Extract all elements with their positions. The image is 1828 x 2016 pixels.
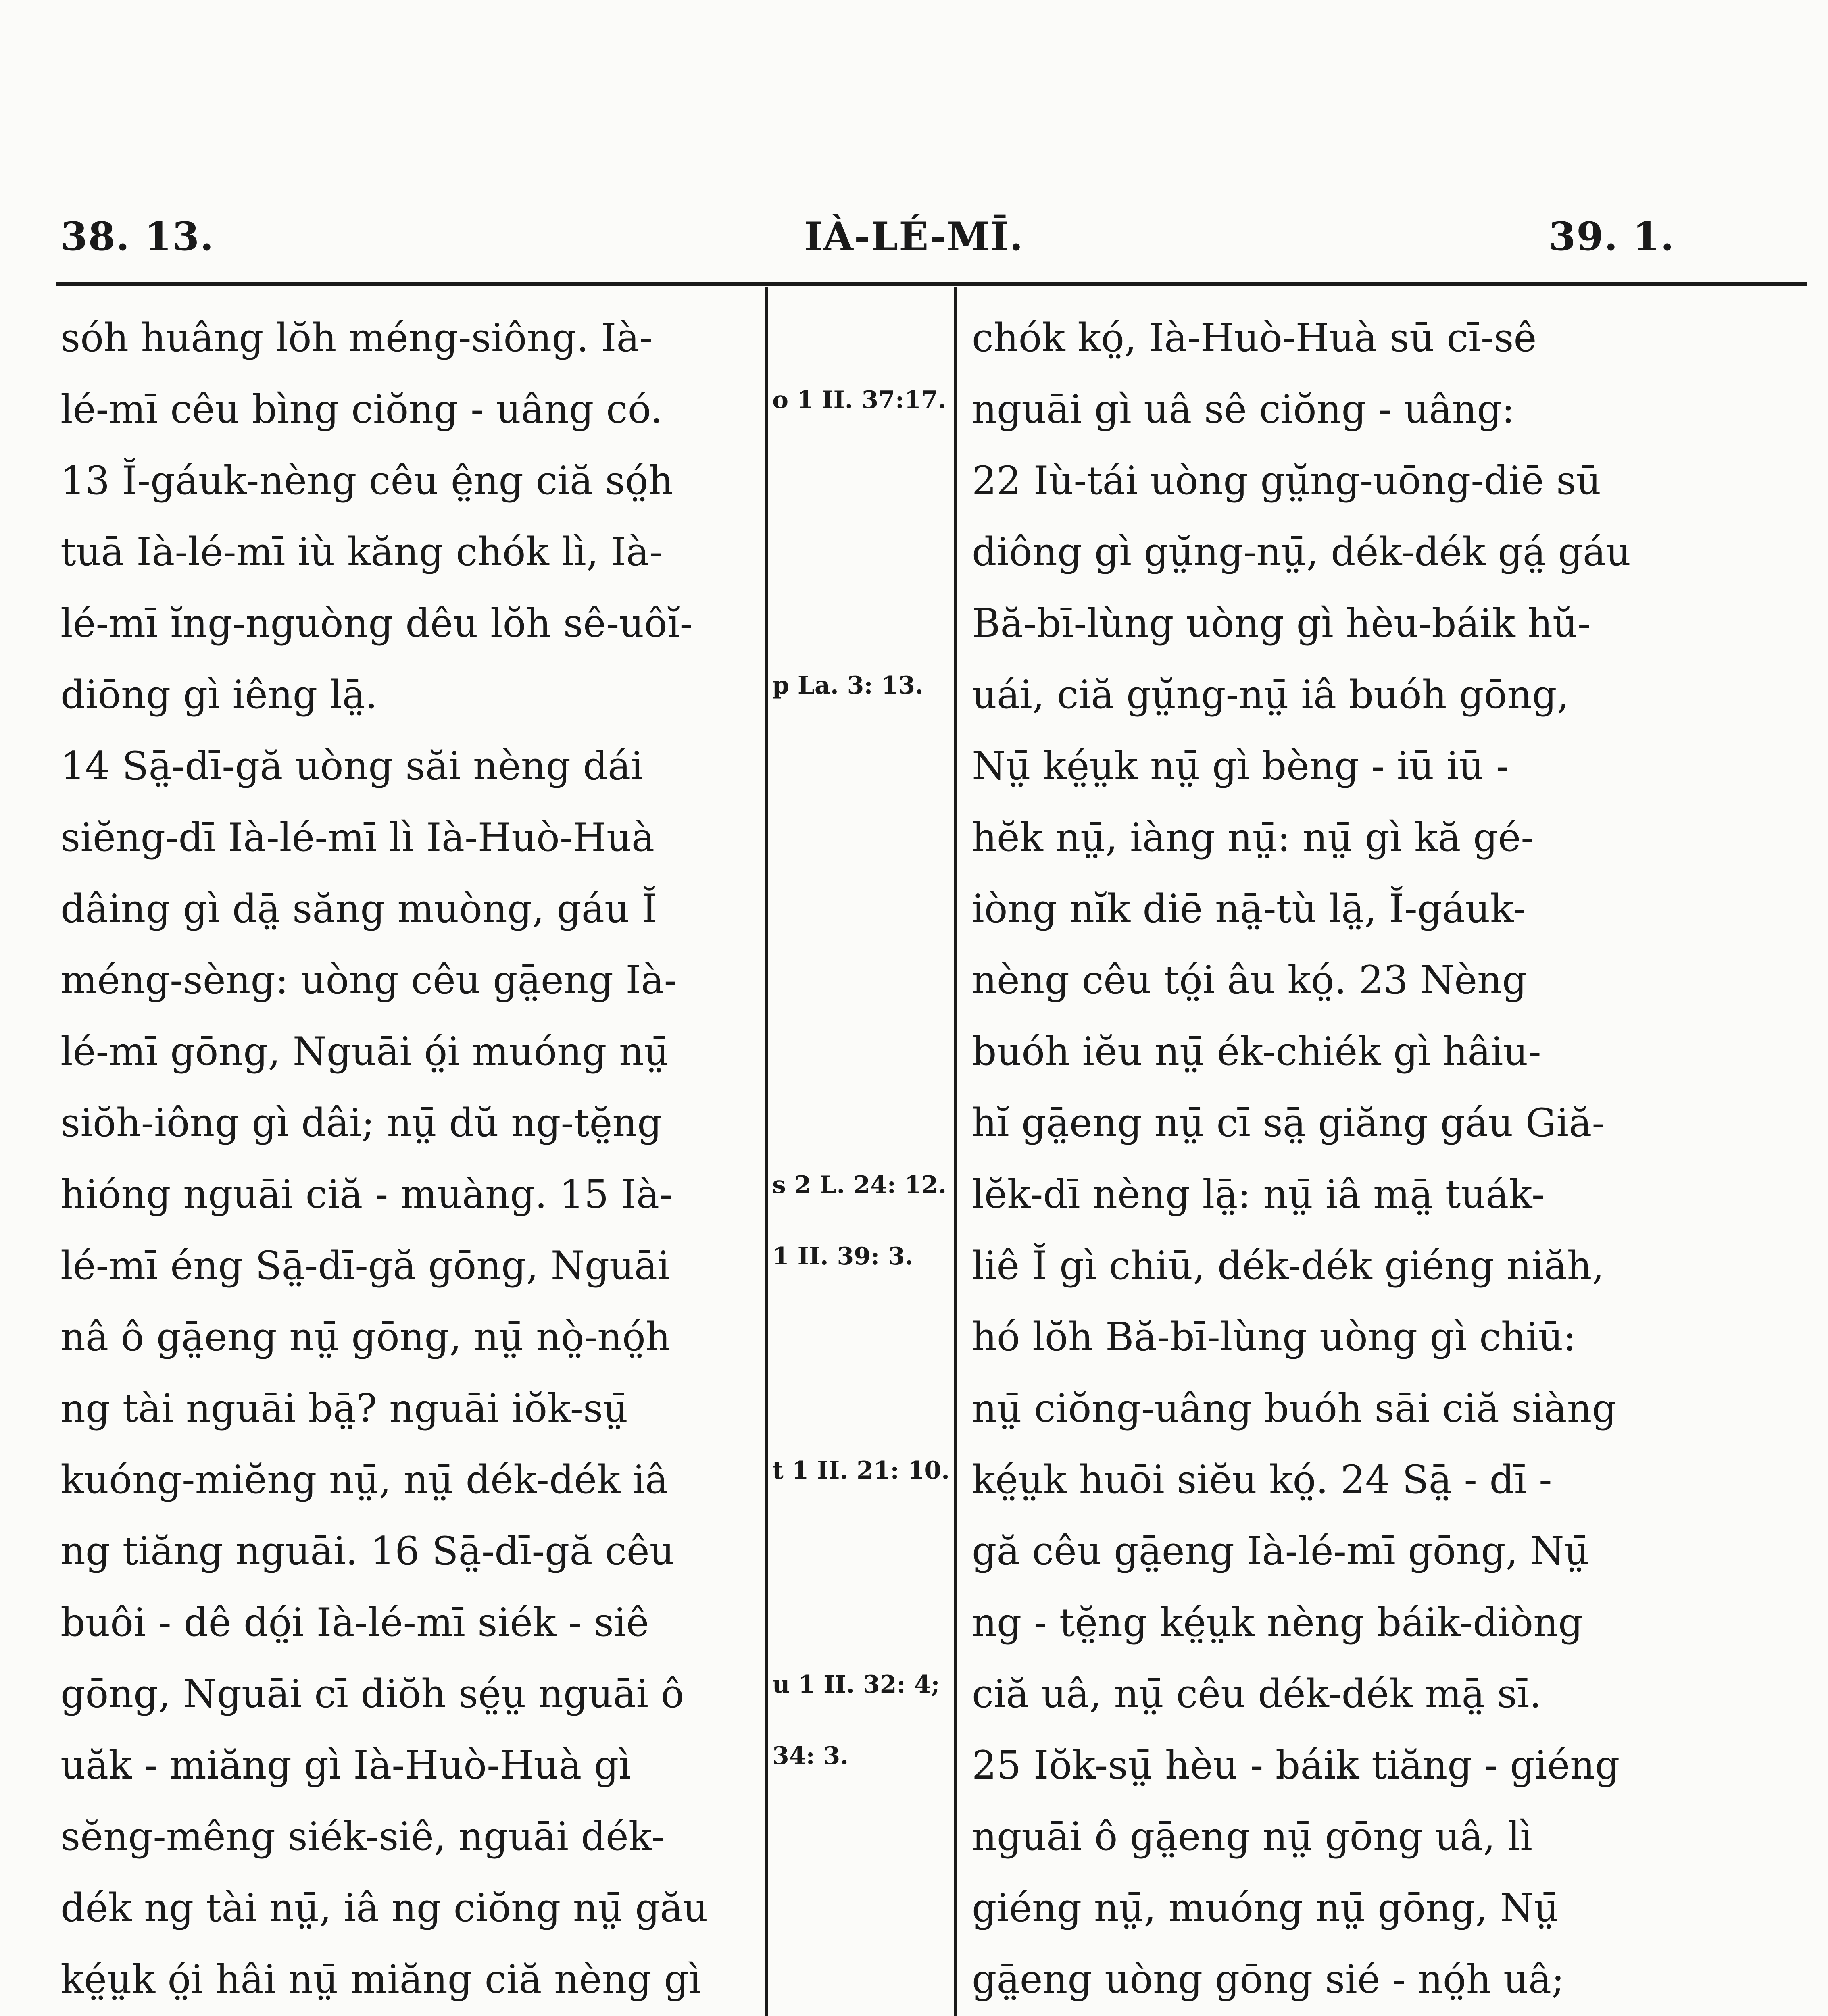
- text-line: nṳ̄ ciŏng-uâng buóh sāi ciă siàng: [972, 1386, 1617, 1431]
- text-line: gā̤eng uòng gōng sié - nó̤h uâ;: [972, 1957, 1565, 2002]
- text-line: tuā Ià-lé-mī iù kăng chók lì, Ià-: [60, 529, 663, 575]
- text-line: 13 Ĭ-gáuk-nèng cêu ê̤ng ciă só̤h: [60, 458, 673, 503]
- text-line: ciă uâ, nṳ̄ cêu dék-dék mā̤ sī.: [972, 1671, 1542, 1716]
- text-line: iòng nĭk diē nā̤-tù lā̤, Ĭ-gáuk-: [972, 886, 1526, 931]
- text-line: buóh iĕu nṳ̄ ék-chiék gì hâiu-: [972, 1029, 1541, 1074]
- text-line: ng - tĕ̤ng ké̤ṳk nèng báik-diòng: [972, 1600, 1583, 1645]
- text-line: hĭ gā̤eng nṳ̄ cī sā̤ giăng gáu Giă-: [972, 1100, 1605, 1145]
- text-line: Bă-bī-lùng uòng gì hèu-báik hŭ-: [972, 601, 1591, 646]
- text-line: diông gì gṳ̆ng-nṳ̄, dék-dék gá̤ gáu: [972, 529, 1631, 575]
- text-line: ké̤ṳk ó̤i hâi nṳ̄ miăng ciă nèng gì: [60, 1957, 701, 2002]
- cross-reference-margin: [772, 306, 950, 2016]
- text-line: hó lŏh Bă-bī-lùng uòng gì chiū:: [972, 1314, 1576, 1360]
- margin-reference: 1 II. 39: 3.: [772, 1242, 913, 1270]
- header-chapter-verse-left: 38. 13.: [60, 214, 215, 259]
- text-line: buôi - dê dó̤i Ià-lé-mī siék - siê: [60, 1600, 649, 1645]
- header-rule: [56, 282, 1807, 286]
- text-line: dâing gì dā̤ săng muòng, gáu Ĭ: [60, 886, 657, 931]
- right-text-column: [972, 302, 1674, 2016]
- text-line: sóh huâng lŏh méng-siông. Ià-: [60, 315, 653, 360]
- text-line: hĕk nṳ̄, iàng nṳ̄: nṳ̄ gì kă gé-: [972, 815, 1534, 860]
- text-line: 14 Sā̤-dī-gă uòng săi nèng dái: [60, 744, 643, 789]
- margin-reference: u 1 II. 32: 4;: [772, 1670, 940, 1699]
- text-line: ng tiăng nguāi. 16 Sā̤-dī-gă cêu: [60, 1529, 675, 1574]
- header-chapter-verse-right: 39. 1.: [1549, 214, 1675, 259]
- margin-reference: 34: 3.: [772, 1742, 849, 1770]
- margin-reference: s 2 L. 24: 12.: [772, 1171, 947, 1199]
- column-divider-left: [765, 287, 768, 2016]
- margin-reference: t 1 II. 21: 10.: [772, 1456, 950, 1485]
- column-divider-right: [954, 287, 957, 2016]
- text-line: 22 Iù-tái uòng gṳ̆ng-uōng-diē sū: [972, 458, 1601, 503]
- text-line: lĕk-dī nèng lā̤: nṳ̄ iâ mā̤ tuák-: [972, 1172, 1545, 1217]
- text-line: nguāi gì uâ sê ciŏng - uâng:: [972, 387, 1515, 432]
- text-line: liê Ĭ gì chiū, dék-dék giéng niăh,: [972, 1243, 1605, 1288]
- text-line: sĕng-mêng siék-siê, nguāi dék-: [60, 1814, 665, 1859]
- text-line: kuóng-miĕng nṳ̄, nṳ̄ dék-dék iâ: [60, 1457, 668, 1502]
- text-line: lé-mī éng Sā̤-dī-gă gōng, Nguāi: [60, 1243, 670, 1288]
- text-line: uái, ciă gṳ̆ng-nṳ̄ iâ buóh gōng,: [972, 672, 1570, 717]
- text-line: uăk - miăng gì Ià-Huò-Huà gì: [60, 1743, 631, 1788]
- text-line: Nṳ̄ ké̤ṳk nṳ̄ gì bèng - iū iū -: [972, 744, 1509, 789]
- margin-reference: o 1 II. 37:17.: [772, 386, 946, 414]
- text-line: 25 Iŏk-sṳ̄ hèu - báik tiăng - giéng: [972, 1743, 1620, 1788]
- text-line: méng-sèng: uòng cêu gā̤eng Ià-: [60, 958, 677, 1003]
- text-line: giéng nṳ̄, muóng nṳ̄ gōng, Nṳ̄: [972, 1885, 1559, 1931]
- text-line: nâ ô gā̤eng nṳ̄ gōng, nṳ̄ nò̤-nó̤h: [60, 1314, 671, 1360]
- text-line: gă cêu gā̤eng Ià-lé-mī gōng, Nṳ̄: [972, 1529, 1589, 1574]
- text-line: ng tài nguāi bā̤? nguāi iŏk-sṳ̄: [60, 1386, 628, 1431]
- text-line: gōng, Nguāi cī diŏh sé̤ṳ nguāi ô: [60, 1671, 684, 1716]
- text-line: diōng gì iêng lā̤.: [60, 672, 378, 717]
- text-line: lé-mī cêu bìng ciŏng - uâng có.: [60, 387, 663, 432]
- margin-reference: p La. 3: 13.: [772, 671, 923, 700]
- text-line: hióng nguāi ciă - muàng. 15 Ià-: [60, 1172, 673, 1217]
- text-line: ké̤ṳk huōi siĕu kó̤. 24 Sā̤ - dī -: [972, 1457, 1552, 1502]
- text-line: lé-mī gōng, Nguāi ó̤i muóng nṳ̄: [60, 1029, 669, 1074]
- text-line: siŏh-iông gì dâi; nṳ̄ dŭ ng-tĕ̤ng: [60, 1100, 662, 1145]
- text-line: nguāi ô gā̤eng nṳ̄ gōng uâ, lì: [972, 1814, 1532, 1859]
- left-text-column: [60, 302, 762, 2016]
- text-line: nèng cêu tó̤i âu kó̤. 23 Nèng: [972, 958, 1527, 1003]
- header-book-title: IÀ-LÉ-MĪ.: [804, 214, 1024, 259]
- text-line: siĕng-dī Ià-lé-mī lì Ià-Huò-Huà: [60, 815, 655, 860]
- text-line: dék ng tài nṳ̄, iâ ng ciŏng nṳ̄ gău: [60, 1885, 708, 1931]
- text-line: chók kó̤, Ià-Huò-Huà sū cī-sê: [972, 315, 1537, 360]
- text-line: lé-mī ĭng-nguòng dêu lŏh sê-uôĭ-: [60, 601, 693, 646]
